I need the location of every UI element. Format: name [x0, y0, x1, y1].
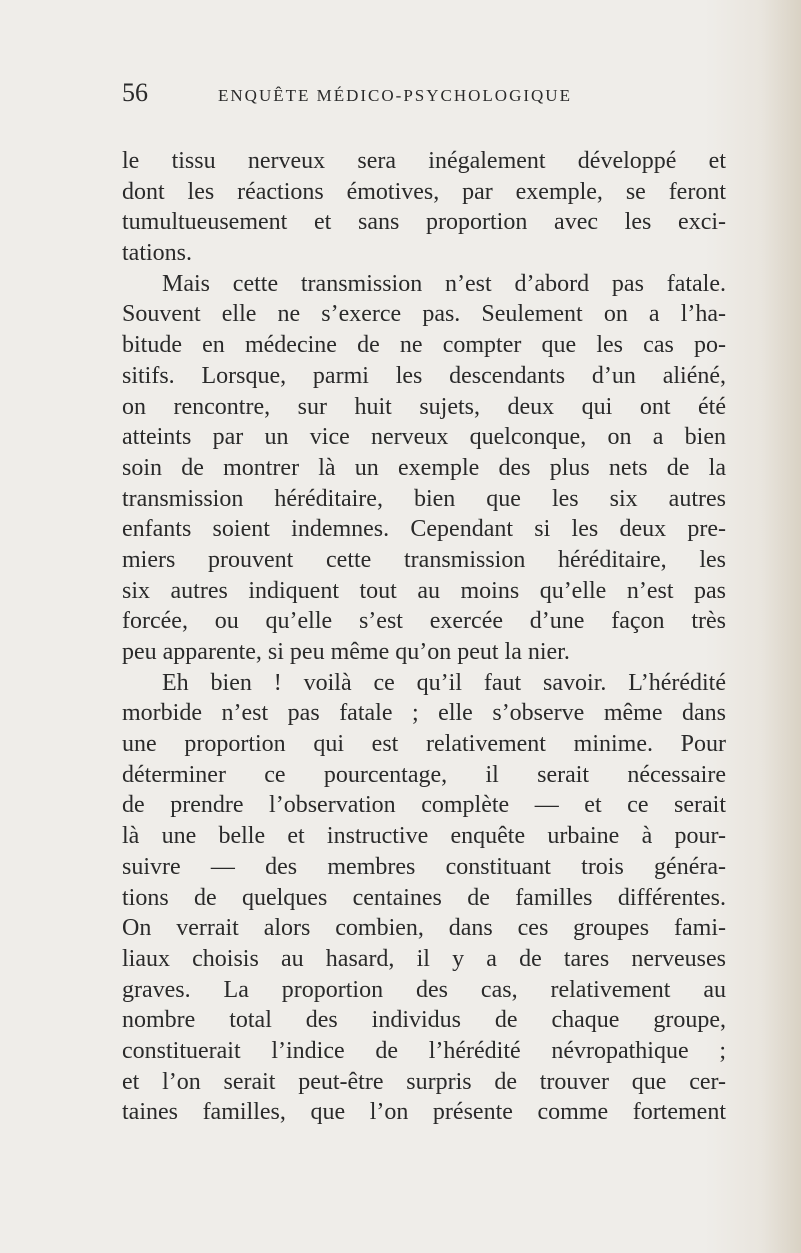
- text-line: taines familles, que l’on présente comme fortement: [122, 1099, 726, 1126]
- text-line: de prendre l’observation complète — et ce serait: [122, 792, 726, 819]
- text-line: on rencontre, sur huit sujets, deux qui ont été: [122, 393, 726, 420]
- text-line: On verrait alors combien, dans ces groupes fami-: [122, 915, 726, 942]
- text-line: suivre — des membres constituant trois généra-: [122, 853, 726, 880]
- text-line: une proportion qui est relativement minime. Pour: [122, 731, 726, 758]
- text-line: Eh bien ! voilà ce qu’il faut savoir. L’hérédité: [162, 669, 726, 696]
- text-line: atteints par un vice nerveux quelconque, on a bien: [122, 424, 726, 451]
- text-line: là une belle et instructive enquête urbaine à pour-: [122, 823, 726, 850]
- page-header: [122, 78, 682, 112]
- text-line: liaux choisis au hasard, il y a de tares nerveuses: [122, 945, 726, 972]
- text-line: miers prouvent cette transmission héréditaire, les: [122, 546, 726, 573]
- text-line: Souvent elle ne s’exerce pas. Seulement on a l’ha-: [122, 301, 726, 328]
- text-line: peu apparente, si peu même qu’on peut la nier.: [122, 639, 570, 665]
- text-line: soin de montrer là un exemple des plus nets de la: [122, 454, 726, 481]
- text-line: enfants soient indemnes. Cependant si les deux pre-: [122, 516, 726, 543]
- text-line: bitude en médecine de ne compter que les cas po-: [122, 332, 726, 359]
- body-text: [122, 146, 726, 1128]
- text-line: constituerait l’indice de l’hérédité névropathique ;: [122, 1037, 726, 1064]
- text-line: et l’on serait peut-être surpris de trouver que cer-: [122, 1068, 726, 1095]
- text-line: le tissu nerveux sera inégalement développé et: [122, 148, 726, 174]
- text-line: tumultueusement et sans proportion avec les exci-: [122, 209, 726, 236]
- text-line: tations.: [122, 240, 192, 267]
- text-line: six autres indiquent tout au moins qu’elle n’est pas: [122, 577, 726, 604]
- text-line: sitifs. Lorsque, parmi les descendants d’un aliéné,: [122, 362, 726, 389]
- text-line: nombre total des individus de chaque groupe,: [122, 1007, 726, 1034]
- text-line: morbide n’est pas fatale ; elle s’observe même dans: [122, 700, 726, 727]
- text-line: transmission héréditaire, bien que les six autres: [122, 485, 726, 512]
- text-line: dont les réactions émotives, par exemple, se feront: [122, 178, 726, 205]
- text-line: graves. La proportion des cas, relativement au: [122, 976, 726, 1003]
- running-title: ENQUÊTE MÉDICO-PSYCHOLOGIQUE: [218, 86, 572, 105]
- text-line: Mais cette transmission n’est d’abord pas fatale.: [162, 270, 726, 297]
- text-line: forcée, ou qu’elle s’est exercée d’une façon très: [122, 608, 726, 635]
- page-number: 56: [122, 78, 148, 107]
- text-line: déterminer ce pourcentage, il serait nécessaire: [122, 761, 726, 788]
- text-line: tions de quelques centaines de familles différentes.: [122, 884, 726, 911]
